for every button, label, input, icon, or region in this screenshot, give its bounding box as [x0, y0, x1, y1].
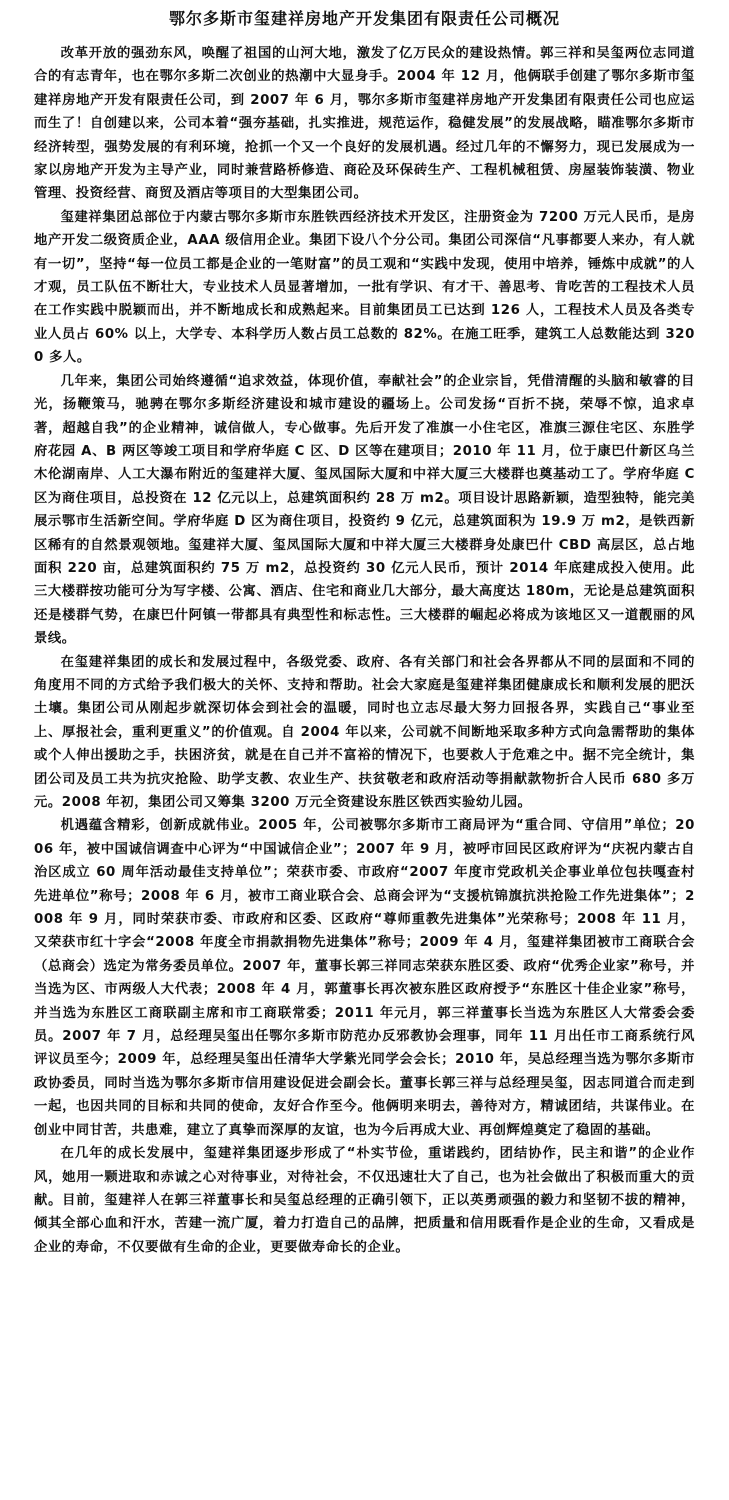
document-body	[34, 42, 695, 1259]
paragraph-headquarters: 玺建祥集团总部位于内蒙古鄂尔多斯市东胜铁西经济技术开发区，注册资金为 7200 万元人民币，是房地产开发二级资质企业，AAA 级信用企业。集团下设八个分公司。集团公司深信“凡事都要人来办，有人就有一切”，坚持“每一位员工都是企业的一笔财富”的员工观和“实践中发现，使用中培养，锤炼中成就”的人才观，员工队伍不断壮大，专业技术人员显著增加，一批有学识、有才干、善思考、肯吃苦的工程技术人员在工作实践中脱颖而出，并不断地成长和成熟起来。目前集团员工已达到 126 人，工程技术人员及各类专业人员占 60% 以上，大学专、本科学历人数占员工总数的 82%。在施工旺季，建筑工人总数能达到 3200 多人。	[34, 209, 695, 366]
paragraph-honors: 机遇蕴含精彩，创新成就伟业。2005 年，公司被鄂尔多斯市工商局评为“重合同、守信用”单位；2006 年，被中国诚信调查中心评为“中国诚信企业”；2007 年 9 月，被呼市回民区政府评为“庆祝内蒙古自治区成立 60 周年活动最佳支持单位”；荣获市委、市政府“2007 年度市党政机关企事业单位包扶嘎查村先进单位”称号；2008 年 6 月，被市工商业联合会、总商会评为“支援杭锦旗抗洪抢险工作先进集体”；2008 年 9 月，同时荣获市委、市政府和区委、区政府“尊师重教先进集体”光荣称号；2008 年 11 月，又荣获市红十字会“2008 年度全市捐款捐物先进集体”称号；2009 年 4 月，玺建祥集团被市工商联合会（总商会）选定为常务委员单位。2007 年，董事长郭三祥同志荣获东胜区委、政府“优秀企业家”称号，并当选为区、市两级人大代表；2008 年 4 月，郭董事长再次被东胜区政府授予“东胜区十佳企业家”称号，并当选为东胜区工商联副主席和市工商联常委；2011 年元月，郭三祥董事长当选为东胜区人大常委会委员。2007 年 7 月，总经理吴玺出任鄂尔多斯市防范办反邪教协会理事，同年 11 月出任市工商系统行风评议员至今；2009 年，总经理吴玺出任清华大学紫光同学会会长；2010 年，吴总经理当选为鄂尔多斯市政协委员，同时当选为鄂尔多斯市信用建设促进会副会长。董事长郭三祥与总经理吴玺，因志同道合而走到一起，也因共同的目标和共同的使命，友好合作至今。他俩明来明去，善待对方，精诚团结，共谋伟业。在创业中同甘苦，共患难，建立了真挚而深厚的友谊，也为今后再成大业、再创辉煌奠定了稳固的基础。	[34, 818, 695, 1138]
paragraph-corporate-culture: 在几年的成长发展中，玺建祥集团逐步形成了“朴实节俭，重诺践约，团结协作，民主和谐”的企业作风，她用一颗进取和赤诚之心对待事业，对待社会，不仅迅速壮大了自己，也为社会做出了积极而重大的贡献。目前，玺建祥人在郭三祥董事长和吴玺总经理的正确引领下，正以英勇顽强的毅力和坚韧不拔的精神，倾其全部心血和汗水，苦建一流广厦，着力打造自己的品牌，把质量和信用既看作是企业的生命，又看成是企业的寿命，不仅要做有生命的企业，更要做寿命长的企业。	[34, 1146, 695, 1255]
paragraph-projects: 几年来，集团公司始终遵循“追求效益，体现价值，奉献社会”的企业宗旨，凭借清醒的头脑和敏睿的目光，扬鞭策马，驰骋在鄂尔多斯经济建设和城市建设的疆场上。公司发扬“百折不挠，荣辱不惊，追求卓著，超越自我”的企业精神，诚信做人，专心做事。先后开发了准旗一小住宅区，准旗三源住宅区、东胜学府花园 A、B 两区等竣工项目和学府华庭 C 区、D 区等在建项目；2010 年 11 月，位于康巴什新区乌兰木伦湖南岸、人工大瀑布附近的玺建祥大厦、玺凤国际大厦和中祥大厦三大楼群也奠基动工了。学府华庭 C 区为商住项目，总投资在 12 亿元以上，总建筑面积约 28 万 m2。项目设计思路新颖，造型独特，能完美展示鄂市生活新空间。学府华庭 D 区为商住项目，投资约 9 亿元，总建筑面积为 19.9 万 m2，是铁西新区稀有的自然景观领地。玺建祥大厦、玺凤国际大厦和中祥大厦三大楼群身处康巴什 CBD 高层区，总占地面积 220 亩，总建筑面积约 75 万 m2，总投资约 30 亿元人民币，预计 2014 年底建成投入使用。此三大楼群按功能可分为写字楼、公寓、酒店、住宅和商业几大部分，最大高度达 180m，无论是总建筑面积还是楼群气势，在康巴什阿镇一带都具有典型性和标志性。三大楼群的崛起必将成为该地区又一道靓丽的风景线。	[34, 373, 695, 647]
document-title: 鄂尔多斯市玺建祥房地产开发集团有限责任公司概况	[168, 9, 560, 28]
paragraph-founding: 改革开放的强劲东风，唤醒了祖国的山河大地，激发了亿万民众的建设热情。郭三祥和吴玺两位志同道合的有志青年，也在鄂尔多斯二次创业的热潮中大显身手。2004 年 12 月，他俩联手创建了鄂尔多斯市玺建祥房地产开发有限责任公司，到 2007 年 6 月，鄂尔多斯市玺建祥房地产开发集团有限责任公司也应运而生了！自创建以来，公司本着“强夯基础，扎实推进，规范运作，稳健发展”的发展战略，瞄准鄂尔多斯市经济转型，强势发展的有利环境，抢抓一个又一个良好的发展机遇。经过几年的不懈努力，现已发展成为一家以房地产开发为主导产业，同时兼营路桥修造、商砼及环保砖生产、工程机械租赁、房屋装饰装潢、物业管理、投资经营、商贸及酒店等项目的大型集团公司。	[34, 46, 695, 202]
paragraph-social-responsibility: 在玺建祥集团的成长和发展过程中，各级党委、政府、各有关部门和社会各界都从不同的层面和不同的角度用不同的方式给予我们极大的关怀、支持和帮助。社会大家庭是玺建祥集团健康成长和顺利发展的肥沃土壤。集团公司从刚起步就深切体会到社会的温暖，同时也立志尽最大努力回报各界，实践自己“事业至上、厚报社会，重利更重义”的价值观。自 2004 年以来，公司就不间断地采取多种方式向急需帮助的集体或个人伸出援助之手，扶困济贫，就是在自己并不富裕的情况下，也要救人于危难之中。据不完全统计，集团公司及员工共为抗灾抢险、助学支教、农业生产、扶贫敬老和政府活动等捐献款物折合人民币 680 多万元。2008 年初，集团公司又筹集 3200 万元全资建设东胜区铁西实验幼儿园。	[34, 654, 695, 810]
